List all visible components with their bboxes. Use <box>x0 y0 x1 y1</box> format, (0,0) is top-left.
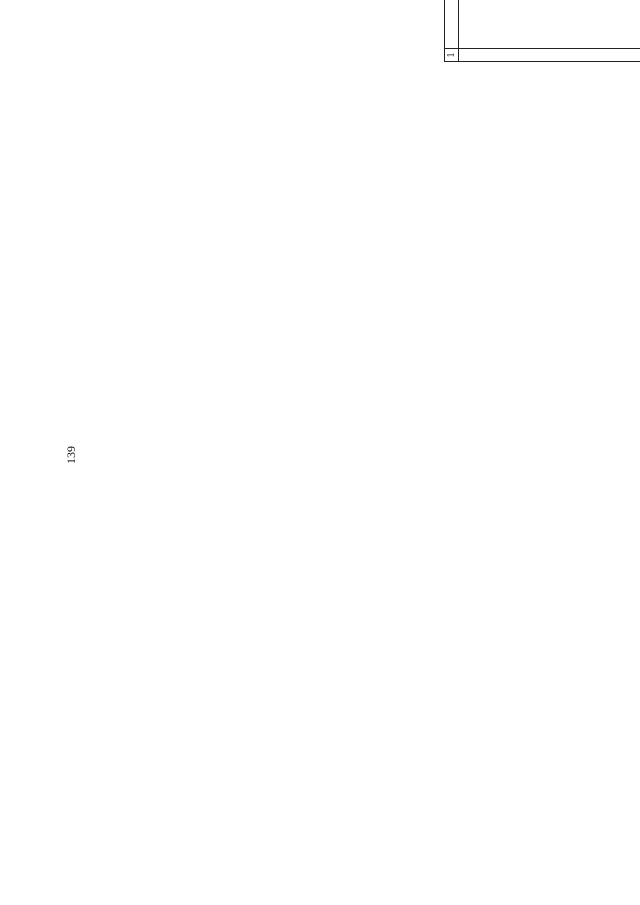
cell-col-1 <box>459 49 640 62</box>
column-header-2 <box>445 0 459 49</box>
table-header-row <box>445 0 459 62</box>
table-row <box>459 0 640 62</box>
cell-col-2 <box>459 0 640 49</box>
document-table <box>444 0 640 62</box>
rotated-table-wrapper <box>444 0 640 62</box>
column-header-1: 1 <box>445 49 459 62</box>
page-number: 139 <box>64 446 78 464</box>
